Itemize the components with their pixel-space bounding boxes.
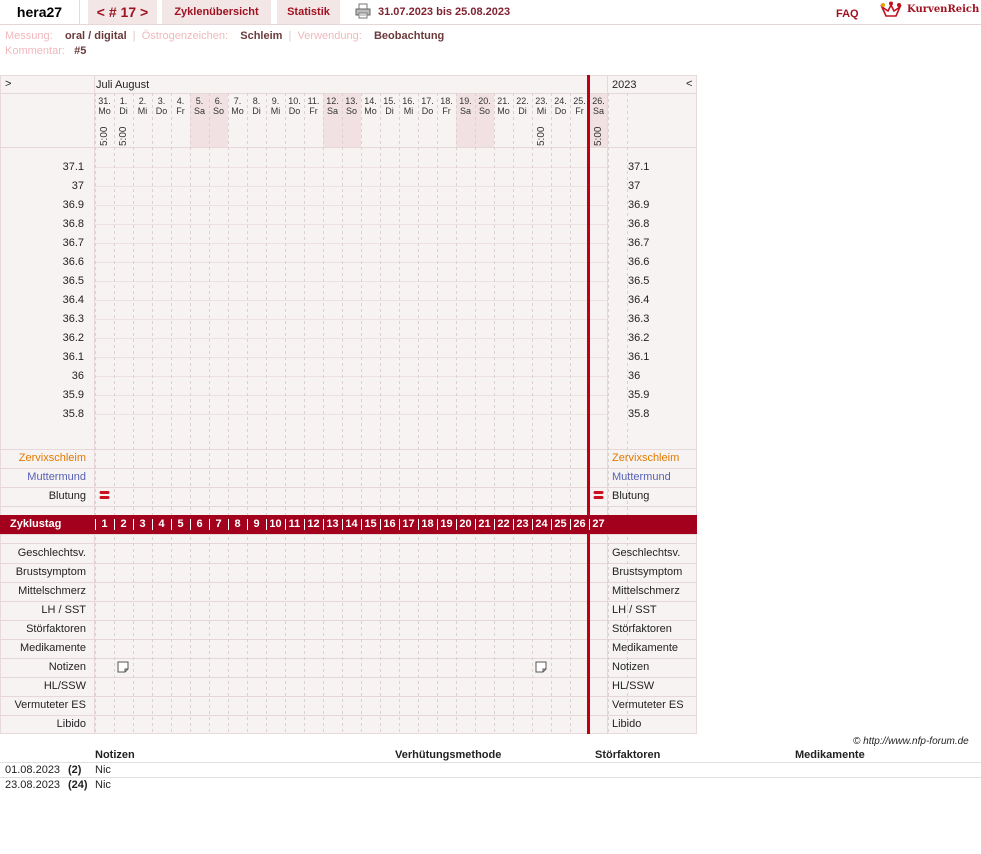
- zyklustag-number: 1: [101, 518, 108, 530]
- zyklustag-label: Zyklustag: [10, 518, 62, 530]
- day-header[interactable]: [133, 96, 152, 116]
- day-header[interactable]: [152, 96, 171, 116]
- day-date: 1.: [119, 96, 128, 106]
- day-date: 25.: [573, 96, 586, 106]
- temperature-label: 36.6: [62, 256, 84, 268]
- zyklustag-number: 9: [253, 518, 260, 530]
- temperature-label: 36.4: [628, 294, 650, 306]
- col-medikamente: Medikamente: [795, 749, 865, 761]
- zyklustag-divider: [285, 519, 286, 530]
- table-row: [0, 777, 981, 793]
- symptom-row-label[interactable]: Medikamente: [19, 642, 86, 654]
- day-weekday: Mi: [536, 106, 547, 116]
- measurement-time: 5:00: [593, 126, 604, 146]
- bleeding-marker: [594, 496, 604, 499]
- zyklustag-divider: [323, 519, 324, 530]
- temperature-label: 36.1: [62, 351, 84, 363]
- username: hera27: [0, 0, 80, 24]
- zyklustag-divider: [171, 519, 172, 530]
- cycle-navigation[interactable]: < # 17 >: [88, 0, 157, 24]
- zyklustag-number: 24: [535, 518, 548, 530]
- zyklustag-divider: [209, 519, 210, 530]
- copyright[interactable]: © http://www.nfp-forum.de: [853, 736, 969, 747]
- zyklustag-number: 2: [120, 518, 127, 530]
- day-weekday: Fr: [176, 106, 185, 116]
- day-header[interactable]: [171, 96, 190, 116]
- symptom-row-label[interactable]: Brustsymptom: [612, 566, 683, 578]
- day-header[interactable]: [589, 96, 608, 116]
- zyklustag-number: 23: [516, 518, 529, 530]
- day-date: 8.: [252, 96, 261, 106]
- measurement-time: 5:00: [99, 126, 110, 146]
- zyklustag-divider: [95, 519, 96, 530]
- observation-label[interactable]: Zervixschleim: [18, 452, 86, 464]
- symptom-row-label[interactable]: LH / SST: [41, 604, 86, 616]
- note-icon-shape: [536, 662, 546, 672]
- temperature-label: 36.2: [628, 332, 650, 344]
- day-date: 9.: [271, 96, 280, 106]
- day-date: 3.: [157, 96, 166, 106]
- day-weekday: Mi: [403, 106, 414, 116]
- zyklustag-divider: [551, 519, 552, 530]
- zyklustag-number: 5: [177, 518, 184, 530]
- nav-next-button[interactable]: <: [686, 78, 693, 90]
- day-header[interactable]: [361, 96, 380, 116]
- day-weekday: Fr: [575, 106, 584, 116]
- temperature-label: 37: [628, 180, 641, 192]
- symptom-row-label[interactable]: Mittelschmerz: [18, 585, 86, 597]
- day-date: 20.: [478, 96, 491, 106]
- day-date: 21.: [497, 96, 510, 106]
- row-day: (24): [68, 779, 88, 791]
- crown-icon: [880, 1, 902, 21]
- temperature-label: 36.8: [62, 218, 84, 230]
- zyklustag-divider: [114, 519, 115, 530]
- col-verhuetungsmethode: Verhütungsmethode: [395, 749, 502, 761]
- zyklustag-divider: [475, 519, 476, 530]
- oestrogen-label: Östrogenzeichen:: [141, 30, 228, 42]
- day-weekday: Di: [518, 106, 527, 116]
- zyklustag-divider: [513, 519, 514, 530]
- day-date: 22.: [516, 96, 529, 106]
- zyklustag-number: 26: [573, 518, 586, 530]
- temperature-label: 35.9: [628, 389, 650, 401]
- zyklustag-divider: [418, 519, 419, 530]
- faq-link[interactable]: FAQ: [836, 8, 859, 20]
- symptom-row-label[interactable]: Brustsymptom: [15, 566, 86, 578]
- day-date: 31.: [98, 96, 111, 106]
- temperature-label: 35.8: [628, 408, 650, 420]
- day-weekday: Mi: [137, 106, 148, 116]
- chart-grid: [0, 75, 697, 734]
- separator: |: [285, 30, 295, 42]
- day-weekday: Mo: [231, 106, 244, 116]
- day-weekday: Mo: [98, 106, 111, 116]
- zyklustag-number: 4: [158, 518, 165, 530]
- temperature-label: 36.5: [628, 275, 650, 287]
- zyklustag-divider: [380, 519, 381, 530]
- day-date: 7.: [233, 96, 242, 106]
- day-weekday: Di: [119, 106, 128, 116]
- bleeding-marker: [100, 496, 110, 499]
- observation-label[interactable]: Zervixschleim: [612, 452, 680, 464]
- temperature-label: 36.1: [628, 351, 650, 363]
- day-header[interactable]: [247, 96, 266, 116]
- day-header[interactable]: [475, 96, 494, 116]
- day-date: 19.: [459, 96, 472, 106]
- row-note: Nic: [95, 779, 111, 791]
- day-header[interactable]: [380, 96, 399, 116]
- note-icon[interactable]: [536, 662, 546, 672]
- day-weekday: Mi: [270, 106, 281, 116]
- messung-label: Messung:: [5, 30, 53, 42]
- zyklustag-number: 12: [307, 518, 320, 530]
- temperature-label: 36.5: [62, 275, 84, 287]
- day-header[interactable]: [342, 96, 361, 116]
- symptom-row-label[interactable]: Störfaktoren: [26, 623, 86, 635]
- year-label: 2023: [612, 79, 637, 91]
- note-icon-shape: [118, 662, 128, 672]
- day-header[interactable]: [532, 96, 551, 116]
- measurement-info: [5, 29, 444, 43]
- symptom-row-label[interactable]: Geschlechtsv.: [17, 547, 86, 559]
- zyklustag-divider: [304, 519, 305, 530]
- day-date: 2.: [138, 96, 147, 106]
- day-date: 26.: [592, 96, 605, 106]
- temperature-label: 35.9: [62, 389, 84, 401]
- symptom-row-label[interactable]: Vermuteter ES: [612, 699, 684, 711]
- day-date: 6.: [214, 96, 223, 106]
- day-header[interactable]: [437, 96, 456, 116]
- zyklustag-divider: [570, 519, 571, 530]
- day-header[interactable]: [399, 96, 418, 116]
- symptom-row-label[interactable]: Notizen: [612, 661, 650, 673]
- day-date: 13.: [345, 96, 358, 106]
- nav-prev-button[interactable]: >: [5, 78, 12, 90]
- zyklustag-number: 16: [383, 518, 396, 530]
- zyklustag-number: 19: [440, 518, 453, 530]
- day-date: 18.: [440, 96, 453, 106]
- temperature-label: 36.7: [62, 237, 84, 249]
- observation-label[interactable]: Muttermund: [612, 471, 671, 483]
- zyklustag-divider: [589, 519, 590, 530]
- zyklustag-divider: [532, 519, 533, 530]
- symptom-row-label[interactable]: LH / SST: [612, 604, 657, 616]
- printer-icon[interactable]: [355, 3, 371, 19]
- observation-label[interactable]: Muttermund: [27, 471, 86, 483]
- zyklustag-divider: [456, 519, 457, 530]
- measurement-time: 5:00: [118, 126, 129, 146]
- row-date: 01.08.2023: [5, 764, 61, 776]
- day-date: 17.: [421, 96, 434, 106]
- zyklustag-divider: [437, 519, 438, 530]
- symptom-row-label[interactable]: Notizen: [48, 661, 86, 673]
- day-header[interactable]: [209, 96, 228, 116]
- zyklustag-divider: [266, 519, 267, 530]
- zyklustag-divider: [361, 519, 362, 530]
- temperature-label: 37.1: [62, 161, 84, 173]
- day-weekday: Di: [385, 106, 394, 116]
- temperature-label: 35.8: [62, 408, 84, 420]
- zyklustag-number: 21: [478, 518, 491, 530]
- temperature-label: 37.1: [628, 161, 650, 173]
- temperature-label: 36.8: [628, 218, 650, 230]
- zyklustag-divider: [133, 519, 134, 530]
- zyklustag-number: 7: [215, 518, 222, 530]
- temperature-label: 36.2: [62, 332, 84, 344]
- day-weekday: Di: [252, 106, 261, 116]
- zyklustag-divider: [247, 519, 248, 530]
- zyklustag-number: 17: [402, 518, 415, 530]
- day-date: 24.: [554, 96, 567, 106]
- separator: |: [129, 30, 139, 42]
- day-date: 5.: [195, 96, 204, 106]
- zyklustag-number: 20: [459, 518, 472, 530]
- observation-label[interactable]: Blutung: [48, 490, 86, 502]
- day-date: 16.: [402, 96, 415, 106]
- day-date: 23.: [535, 96, 548, 106]
- symptom-row-label[interactable]: HL/SSW: [43, 680, 86, 692]
- temperature-label: 36: [628, 370, 641, 382]
- zyklustag-number: 15: [364, 518, 377, 530]
- zyklustag-number: 22: [497, 518, 510, 530]
- temperature-label: 36.9: [628, 199, 650, 211]
- day-weekday: So: [212, 106, 224, 116]
- symptom-row-label[interactable]: Vermuteter ES: [14, 699, 86, 711]
- temperature-label: 37: [71, 180, 84, 192]
- comment-info: [5, 44, 86, 58]
- row-date: 23.08.2023: [5, 779, 61, 791]
- zyklustag-divider: [190, 519, 191, 530]
- oestrogen-value: Schleim: [240, 30, 283, 42]
- bleeding-marker: [100, 491, 110, 494]
- day-date: 15.: [383, 96, 396, 106]
- day-date: 10.: [288, 96, 301, 106]
- kommentar-value: #5: [74, 45, 87, 57]
- day-weekday: Do: [288, 106, 301, 116]
- zyklustag-number: 11: [288, 518, 301, 530]
- symptom-row-label[interactable]: Mittelschmerz: [612, 585, 680, 597]
- messung-value: oral / digital: [64, 30, 127, 42]
- day-date: 11.: [307, 96, 320, 106]
- zyklustag-divider: [342, 519, 343, 530]
- temperature-label: 36.6: [628, 256, 650, 268]
- zyklustag-number: 14: [345, 518, 358, 530]
- note-icon[interactable]: [118, 662, 128, 672]
- zyklustag-divider: [228, 519, 229, 530]
- temperature-label: 36.7: [628, 237, 650, 249]
- day-weekday: So: [345, 106, 357, 116]
- symptom-row-label[interactable]: Libido: [56, 718, 86, 730]
- temperature-label: 36.4: [62, 294, 84, 306]
- observation-label[interactable]: Blutung: [612, 490, 650, 502]
- table-row: [0, 762, 981, 778]
- temperature-label: 36: [71, 370, 84, 382]
- zyklustag-bar: [0, 515, 697, 534]
- day-date: 14.: [364, 96, 377, 106]
- month-label: Juli August: [96, 79, 150, 91]
- zyklustag-number: 13: [326, 518, 339, 530]
- bleeding-marker: [594, 491, 604, 494]
- verwendung-label: Verwendung:: [297, 30, 362, 42]
- day-header[interactable]: [456, 96, 475, 116]
- symptom-row-label[interactable]: HL/SSW: [612, 680, 655, 692]
- zyklustag-number: 3: [139, 518, 146, 530]
- date-range: 31.07.2023 bis 25.08.2023: [378, 6, 511, 18]
- zyklustag-divider: [152, 519, 153, 530]
- zyklustag-divider: [494, 519, 495, 530]
- zyklustag-number: 10: [269, 518, 282, 530]
- tab-zyklenuebersicht[interactable]: Zyklenübersicht: [162, 0, 271, 24]
- day-header[interactable]: [190, 96, 209, 116]
- zyklustag-divider: [399, 519, 400, 530]
- day-header[interactable]: [304, 96, 323, 116]
- symptom-row-label[interactable]: Geschlechtsv.: [612, 547, 681, 559]
- day-weekday: Do: [155, 106, 168, 116]
- day-weekday: Do: [554, 106, 567, 116]
- day-header[interactable]: [266, 96, 285, 116]
- day-weekday: Do: [421, 106, 434, 116]
- day-weekday: Mo: [497, 106, 510, 116]
- day-weekday: Fr: [442, 106, 451, 116]
- zyklustag-number: 6: [196, 518, 203, 530]
- day-header[interactable]: [570, 96, 589, 116]
- symptom-row-label[interactable]: Libido: [612, 718, 642, 730]
- zyklustag-number: 8: [234, 518, 241, 530]
- day-weekday: So: [478, 106, 490, 116]
- kommentar-label: Kommentar:: [5, 45, 65, 57]
- symptom-row-label[interactable]: Störfaktoren: [612, 623, 672, 635]
- day-header[interactable]: [513, 96, 532, 116]
- tab-statistik[interactable]: Statistik: [277, 0, 340, 24]
- day-weekday: Fr: [309, 106, 318, 116]
- temperature-label: 36.9: [62, 199, 84, 211]
- day-header[interactable]: [285, 96, 304, 116]
- top-bar: [0, 0, 981, 25]
- logo-text[interactable]: KurvenReich: [907, 4, 980, 15]
- col-notizen: Notizen: [95, 749, 135, 761]
- temperature-label: 36.3: [628, 313, 650, 325]
- day-header[interactable]: [551, 96, 570, 116]
- zyklustag-number: 18: [421, 518, 434, 530]
- zyklustag-number: 25: [554, 518, 567, 530]
- row-day: (2): [68, 764, 82, 776]
- verwendung-value: Beobachtung: [373, 30, 445, 42]
- day-header[interactable]: [323, 96, 342, 116]
- day-header[interactable]: [95, 96, 114, 116]
- temperature-label: 36.3: [62, 313, 84, 325]
- day-weekday: Sa: [592, 106, 604, 116]
- day-header[interactable]: [418, 96, 437, 116]
- zyklustag-number: 27: [592, 518, 605, 530]
- day-date: 12.: [326, 96, 339, 106]
- day-date: 4.: [176, 96, 185, 106]
- day-header[interactable]: [494, 96, 513, 116]
- day-header[interactable]: [114, 96, 133, 116]
- measurement-time: 5:00: [536, 126, 547, 146]
- day-weekday: Sa: [193, 106, 205, 116]
- day-weekday: Sa: [459, 106, 471, 116]
- symptom-row-label[interactable]: Medikamente: [612, 642, 679, 654]
- day-header[interactable]: [228, 96, 247, 116]
- col-stoerfaktoren: Störfaktoren: [595, 749, 661, 761]
- day-weekday: Mo: [364, 106, 377, 116]
- row-note: Nic: [95, 764, 111, 776]
- day-weekday: Sa: [326, 106, 338, 116]
